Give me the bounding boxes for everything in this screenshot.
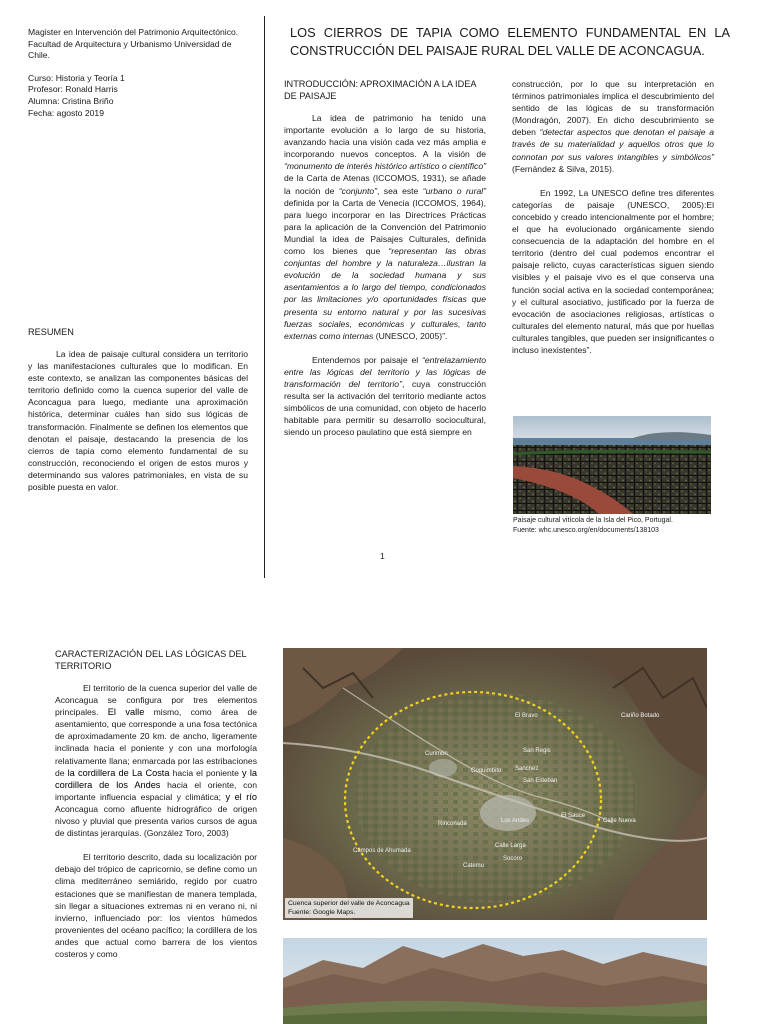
vineyard-caption: Paisaje cultural vitícola de la Isla del Pico, Portugal. Fuente: whc.unesco.org/en/documents/138103: [513, 517, 673, 534]
intro-paragraph-2: Entendemos por paisaje el “entrelazamiento entre las lógicas del territorio y las lógicas de transformación del territorio”, cuya construcción resulta ser la activación del territorio mediante actos simbólicos de una comunidad, con objeto de hacerlo habitable para permitir su desarrollo sociocultural, siendo un proceso paulatino que está siempre en: [284, 354, 486, 438]
resumen-heading: RESUMEN: [28, 327, 74, 337]
satellite-map: El Bravo Curimón San Regis Sanchez San Esteban Los Andes Rinconada Calle Larga Socoro El Sauce Cariño Botado Catemu Coquimbito Calle Nueva Campos de Ahumada Cuenca superior del valle de Aconcagua Fuente: Google Maps.: [283, 648, 707, 920]
intro-heading: INTRODUCCIÓN: APROXIMACIÓN A LA IDEA DE PAISAJE: [284, 79, 476, 101]
professor-text: Profesor: Ronald Harris: [28, 84, 118, 95]
resumen-text: La idea de paisaje cultural considera un territorio y las manifestaciones culturales que lo modifican. En este contexto, se analizan las componentes básicas del territorio definido como la cuenca superior del valle de Aconcagua para luego, mediante una aproximación histórica, determinar cuáles han sido sus lógicas de transformación. Finalmente se definen los elementos que denotan el paisaje, destacando la presencia de los cierros de tapia como elemento fundamental de su construcción, reconociendo el origen de estos muros y determinando sus valores patrimoniales, en vista de su posible puesta en valor.: [28, 349, 248, 493]
map-caption: Cuenca superior del valle de Aconcagua Fuente: Google Maps.: [285, 898, 413, 918]
header-block: [28, 27, 254, 119]
course-text: Curso: Historia y Teoría 1: [28, 72, 125, 83]
intro-paragraph-1: La idea de patrimonio ha tenido una importante evolución a lo largo de su historia, avanzando hacia una visión cada vez más amplia e incorporando nuevos conceptos. A la visión de “monumento de interés histórico artístico o científico” de la Carta de Atenas (ICCOMOS, 1931), se añade la noción de “conjunto”, sea este “urbano o rural” definida por la Carta de Venecia (ICCOMOS, 1964), para luego incorporar en las Directrices Prácticas para la aplicación de la Convención del Patrimonio Mundial la idea de Paisajes Culturales, definida como los bienes que “representan las obras conjuntas del hombre y la naturaleza…ilustran la evolución de la sociedad humana y sus asentamientos a lo largo del tiempo, condicionados por las limitaciones y/o oportunidades físicas que presenta su entorno natural y por las sucesivas fuerzas sociales, económicas y culturales, tanto externas como internas (UNESCO, 2005)”.: [284, 113, 487, 341]
section2-heading: CARACTERIZACIÓN DEL LAS LÓGICAS DEL TERRITORIO: [55, 649, 247, 671]
section2-paragraph-2: El territorio descrito, dada su localización por debajo del trópico de capricornio, se define como un clima mediterráneo semiárido, regido por cuatro estaciones que se manifiestan de manera templada, sin llegar a situaciones extremas ni en verano ni, ni invierno, influenciado por: los vientos húmedos provenientes del océano pacífico; la cordillera de los andes que actual como barrera de los vientos costeros y como: [55, 852, 257, 959]
column-divider: [264, 16, 265, 578]
intro-paragraph-4: En 1992, La UNESCO define tres diferentes categorías de paisaje (UNESCO, 2005):El concebido y creado intencionalmente por el hombre; el que ha evolucionado orgánicamente siendo consecuencia de la adaptación del hombre en el territorio (dentro del cual podemos encontrar el paisaje relicto, cuyas características siguen siendo visibles y el paisaje vivo es el que conserva una función social activa en la sociedad contemporánea; y el cultural asociativo, justificado por la fuerza de evocación de asociaciones religiosas, artísticas o culturales del elemento natural, más que por huellas culturales tangibles, que pueden ser insignificantes o incluso inexistentes”.: [512, 187, 714, 355]
page-number: 1: [380, 551, 385, 561]
date-text: Fecha: agosto 2019: [28, 107, 104, 118]
intro-paragraph-3: construcción, por lo que su interpretación en términos patrimoniales implica el descubrimiento del sentido de las lógicas de su transformación (Mondragón, 2007). En dicho descubrimiento se deben “detectar aspectos que denotan el paisaje a través de su materialidad y aquellos otros que lo connotan por sus valores intangibles y simbólicos” (Fernández & Silva, 2015).: [512, 79, 714, 174]
page-title: LOS CIERROS DE TAPIA COMO ELEMENTO FUNDAMENTAL EN LA CONSTRUCCIÓN DEL PAISAJE RURAL DEL VALLE DE ACONCAGUA.: [290, 25, 730, 58]
intro-column-2: [512, 78, 714, 356]
resumen-section: [28, 326, 248, 493]
vineyard-photo: [513, 416, 711, 514]
section2-paragraph-1: El territorio de la cuenca superior del valle de Aconcagua se configura por tres elementos principales. El valle mismo, como área de asentamiento, que corresponde a una fosa tectónica de aproximadamente 20 km. de ancho, ligeramente inclinada hacia el poniente y con una morfología relativamente llana; enmarcada por las estribaciones de la cordillera de La Costa hacia el poniente y la cordillera de los Andes hacia el oriente, con importante influencia espacial y climática; y el río Aconcagua como afluente hidrográfico de origen nivoso y pluvial que presenta varios cursos de agua de distintas jerarquías. (González Toro, 2003): [55, 683, 258, 839]
section2: [55, 648, 257, 960]
intro-column-1: [284, 78, 486, 438]
student-text: Alumna: Cristina Briño: [28, 95, 114, 106]
valley-photo: [283, 938, 707, 1024]
institution-text: Magister en Intervención del Patrimonio Arquitectónico. Facultad de Arquitectura y Urbanismo Universidad de Chile.: [28, 27, 239, 61]
